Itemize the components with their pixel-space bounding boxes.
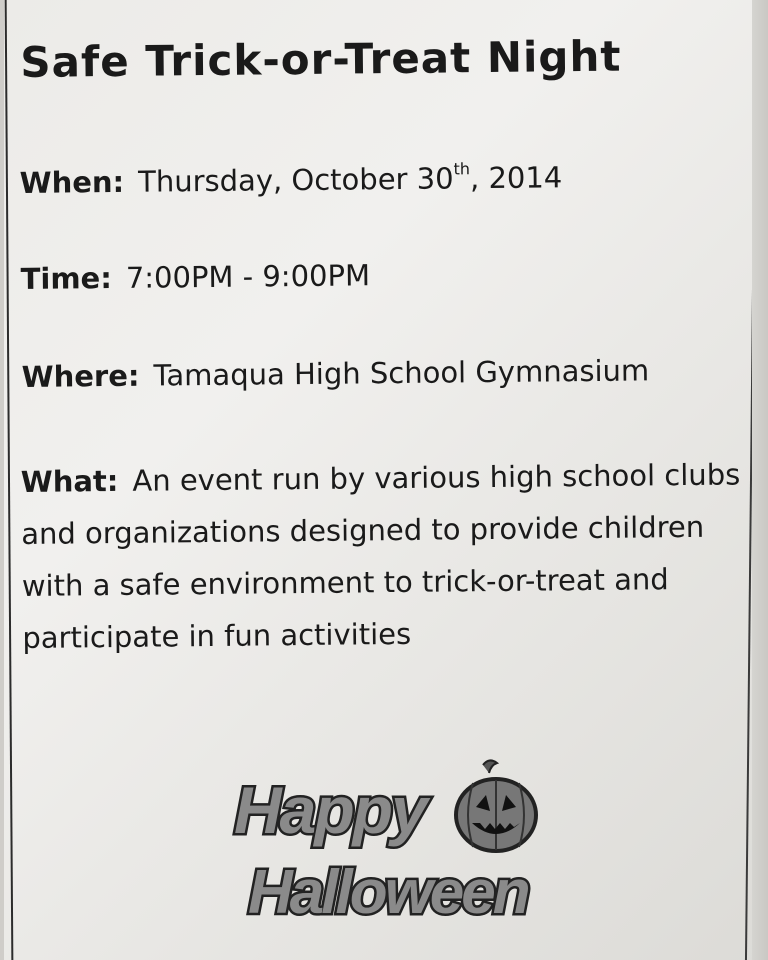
when-row [19, 158, 562, 200]
where-label: Where: [21, 358, 140, 394]
logo-halloween-text: Halloween [248, 858, 528, 927]
background-shadow [752, 0, 768, 960]
paper-edge [0, 0, 4, 960]
flyer-document [14, 20, 745, 655]
what-row [20, 448, 752, 664]
date-ordinal-suffix: th [453, 159, 471, 179]
happy-halloween-logo [228, 755, 558, 935]
jack-o-lantern-icon [456, 760, 536, 851]
when-label: When: [19, 164, 125, 200]
what-label: What: [20, 463, 119, 499]
time-label: Time: [20, 260, 113, 296]
time-row [20, 258, 370, 296]
when-date: Thursday, October 30th, 2014 [137, 159, 563, 199]
where-row [21, 353, 649, 394]
time-value: 7:00PM - 9:00PM [125, 258, 371, 295]
logo-happy-text: Happy [234, 773, 426, 847]
where-value: Tamaqua High School Gymnasium [153, 353, 650, 393]
what-description: An event run by various high school clubs and organizations designed to provide children with a safe environment to trick-or-treat and participate in fun activities [21, 457, 741, 655]
flyer-title: Safe Trick-or-Treat Night [20, 31, 622, 87]
left-border-line [5, 0, 14, 960]
